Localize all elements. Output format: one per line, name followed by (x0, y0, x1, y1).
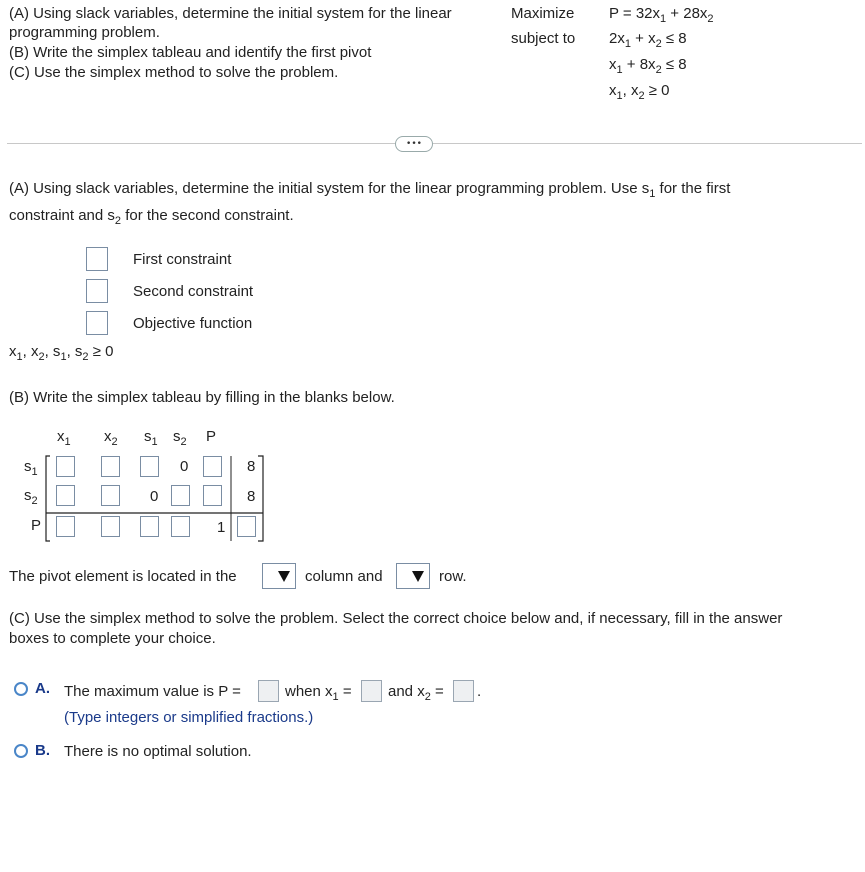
tableau-r3-rhs-input[interactable] (237, 516, 256, 537)
chevron-down-icon (278, 571, 290, 582)
option-b-text: There is no optimal solution. (64, 743, 252, 760)
pivot-text-start: The pivot element is located in the (9, 568, 237, 585)
part-a-instructions-line2: constraint and $s_2$ for the second constraint. (9, 207, 294, 227)
objective-function: $P = 32x_1 + 28x_2$ (609, 5, 714, 25)
subject-to-label: subject to (511, 30, 576, 47)
objective-function-label: Objective function (133, 315, 253, 332)
expand-button[interactable]: ••• (395, 136, 433, 152)
tableau-r3-p-value: 1 (217, 519, 226, 536)
option-a-letter: A. (35, 680, 50, 697)
pivot-text-middle: column and (305, 568, 383, 585)
part-b-instructions: (B) Write the simplex tableau by filling in the blanks below. (9, 389, 395, 406)
constraint-1: $2x_1 + x_2 \le 8$ (609, 30, 687, 50)
col-header-s2: $s_2$ (173, 428, 187, 448)
constraint-nonneg: $x_1$, $x_2 \ge 0$ (609, 82, 670, 102)
tableau-r3-s2-input[interactable] (171, 516, 190, 537)
constraint-2: $x_1 + 8x_2 \le 8$ (609, 56, 687, 76)
option-b-radio[interactable] (14, 744, 28, 758)
problem-line-a2: programming problem. (9, 24, 160, 41)
second-constraint-label: Second constraint (133, 283, 254, 300)
tableau-r1-p-input[interactable] (203, 456, 222, 477)
part-c-instructions-line1: (C) Use the simplex method to solve the problem. Select the correct choice below and, if necessary, fill in the answer (9, 610, 783, 627)
pivot-text-end: row. (439, 568, 467, 585)
chevron-down-icon (412, 571, 424, 582)
problem-line-c: (C) Use the simplex method to solve the problem. (9, 64, 339, 81)
col-header-p: P (206, 428, 217, 445)
option-a-radio[interactable] (14, 682, 28, 696)
tableau-r2-x1-input[interactable] (56, 485, 75, 506)
col-header-x2: $x_2$ (104, 428, 118, 448)
problem-line-b: (B) Write the simplex tableau and identify the first pivot (9, 44, 372, 61)
maximize-label: Maximize (511, 5, 575, 22)
x2-value-input[interactable] (453, 680, 474, 702)
tableau-r1-s2-value: 0 (180, 458, 189, 475)
max-value-input[interactable] (258, 680, 279, 702)
tableau-r2-rhs-value: 8 (247, 488, 256, 505)
option-a-hint: (Type integers or simplified fractions.) (64, 709, 314, 726)
option-a-period: . (477, 683, 482, 700)
option-b-letter: B. (35, 742, 50, 759)
tableau-r2-s2-input[interactable] (171, 485, 190, 506)
tableau-r2-x2-input[interactable] (101, 485, 120, 506)
option-a-when-x1: when $x_1$ = (285, 683, 352, 703)
tableau-r2-p-input[interactable] (203, 485, 222, 506)
tableau-r1-rhs-value: 8 (247, 458, 256, 475)
tableau-r1-x2-input[interactable] (101, 456, 120, 477)
first-constraint-label: First constraint (133, 251, 232, 268)
pivot-column-dropdown[interactable] (262, 563, 296, 589)
col-header-x1: $x_1$ (57, 428, 71, 448)
tableau-r2-s1-value: 0 (150, 488, 159, 505)
col-header-s1: $s_1$ (144, 428, 158, 448)
row-header-p: P (31, 517, 42, 534)
option-a-and-x2: and $x_2$ = (388, 683, 444, 703)
tableau-r3-x1-input[interactable] (56, 516, 75, 537)
part-a-instructions-line1: (A) Using slack variables, determine the initial system for the linear programming problem. Use $s_1$ for the first (9, 180, 731, 200)
option-a-text: The maximum value is P = (64, 683, 241, 700)
pivot-row-dropdown[interactable] (396, 563, 430, 589)
tableau-r1-s1-input[interactable] (140, 456, 159, 477)
x1-value-input[interactable] (361, 680, 382, 702)
tableau-r3-s1-input[interactable] (140, 516, 159, 537)
row-header-s2: $s_2$ (24, 487, 38, 507)
tableau-r3-x2-input[interactable] (101, 516, 120, 537)
tableau-r1-x1-input[interactable] (56, 456, 75, 477)
row-header-s1: $s_1$ (24, 458, 38, 478)
part-c-instructions-line2: boxes to complete your choice. (9, 630, 216, 647)
problem-line-a1: (A) Using slack variables, determine the initial system for the linear (9, 5, 452, 22)
nonnegativity-condition: $x_1$, $x_2$, $s_1$, $s_2 \ge 0$ (9, 343, 114, 363)
